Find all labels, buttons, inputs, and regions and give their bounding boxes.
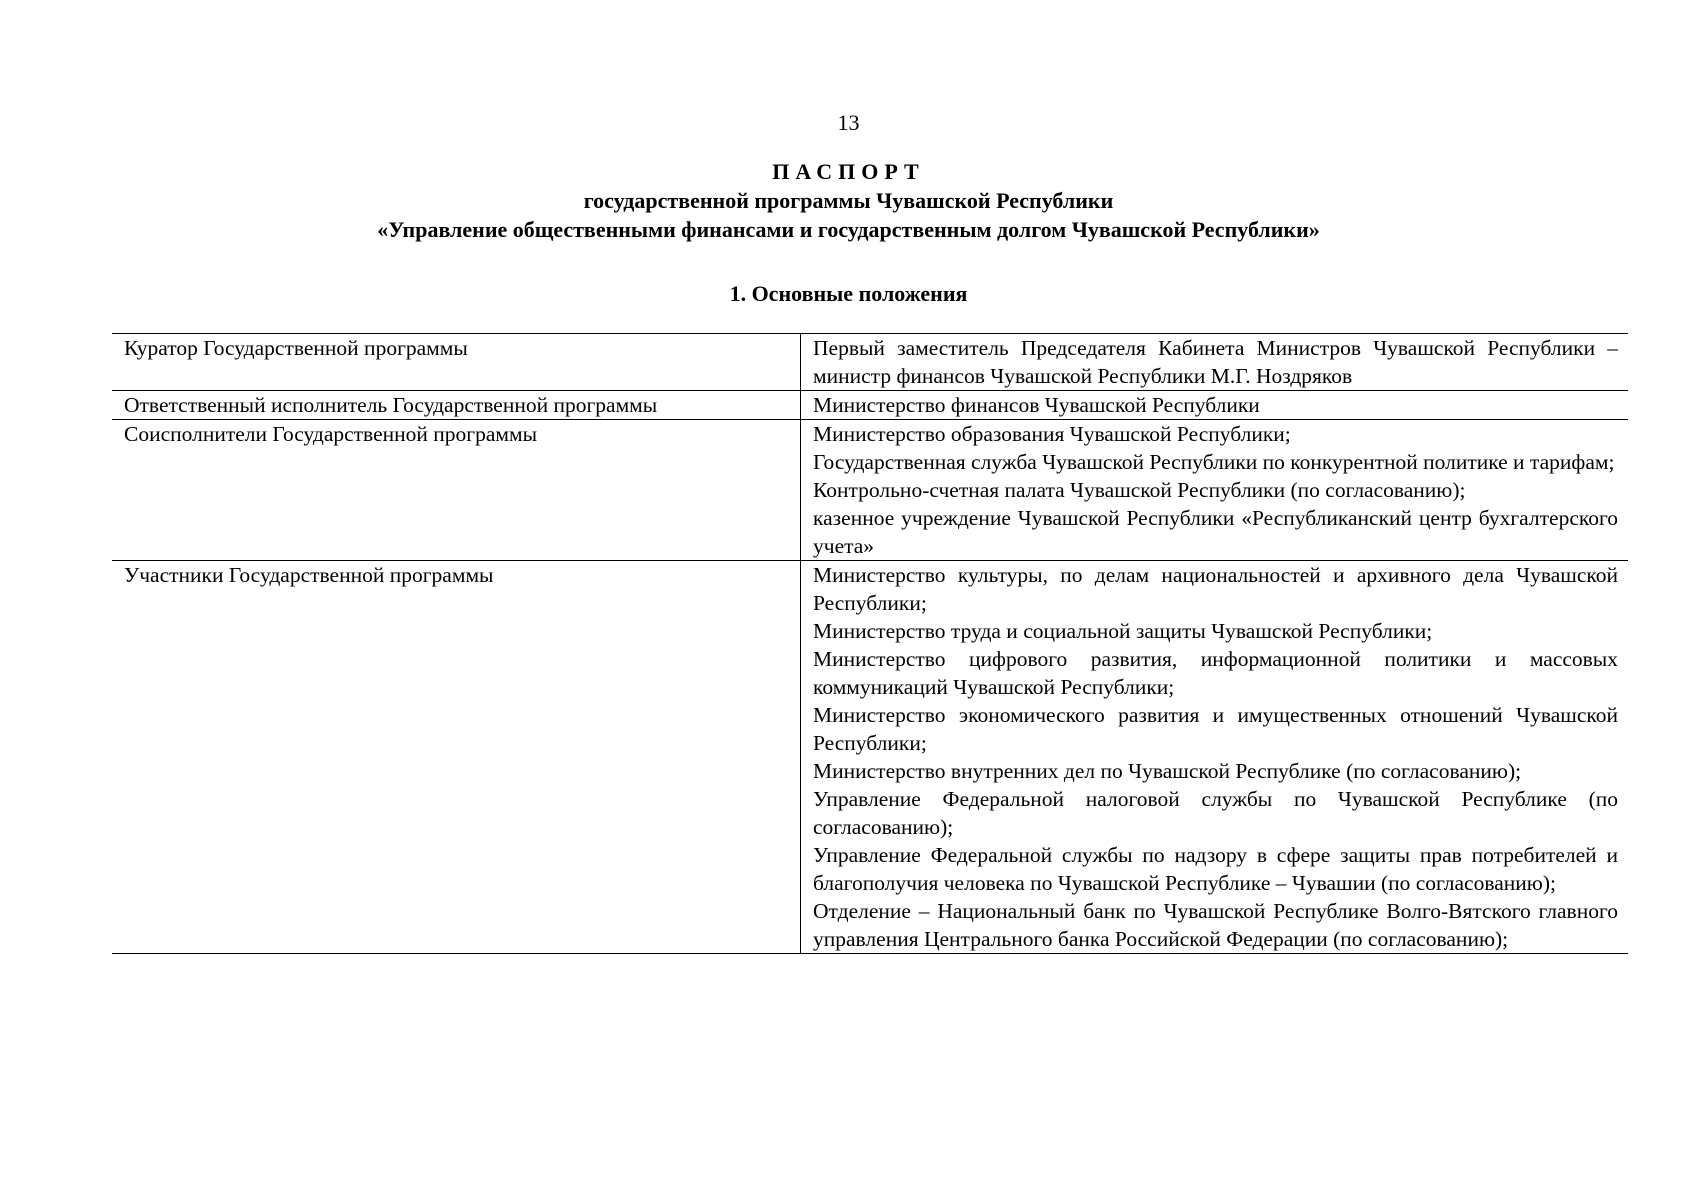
- table-row-curator: [112, 334, 1628, 391]
- value-line: Государственная служба Чувашской Республики по конкурентной политике и тарифам;: [813, 450, 1615, 474]
- document-subtitle-program: государственной программы Чувашской Республики: [583, 188, 1114, 213]
- value-line: Контрольно-счетная палата Чувашской Республики (по согласованию);: [813, 478, 1466, 502]
- value-line: Отделение – Национальный банк по Чувашской Республике Волго-Вятского главного управления Центрального банка Российской Федерации (по согласованию);: [813, 899, 1618, 951]
- page-number: 13: [837, 110, 860, 135]
- row-label: Ответственный исполнитель Государственной программы: [112, 391, 801, 420]
- table-row-co-executors: [112, 420, 1628, 561]
- row-label: Участники Государственной программы: [112, 561, 801, 954]
- row-label: Соисполнители Государственной программы: [112, 420, 801, 561]
- value-line: Министерство экономического развития и имущественных отношений Чувашской Республики;: [813, 703, 1618, 755]
- value-line: Управление Федеральной налоговой службы по Чувашской Республике (по согласованию);: [813, 787, 1618, 839]
- value-line: Министерство труда и социальной защиты Чувашской Республики;: [813, 619, 1433, 643]
- row-label: Куратор Государственной программы: [112, 334, 801, 391]
- value-line: Министерство образования Чувашской Республики;: [813, 422, 1291, 446]
- document-subtitle-name: «Управление общественными финансами и государственным долгом Чувашской Республики»: [377, 217, 1320, 242]
- value-line: Министерство финансов Чувашской Республики: [813, 393, 1260, 417]
- document-title: ПАСПОРТ: [772, 159, 925, 184]
- section-heading: 1. Основные положения: [729, 281, 968, 306]
- value-line: Управление Федеральной службы по надзору в сфере защиты прав потребителей и благополучия человека по Чувашской Республике – Чувашии (по согласованию);: [813, 843, 1618, 895]
- passport-table: [112, 333, 1628, 954]
- row-value: [801, 334, 1629, 391]
- row-value: [801, 561, 1629, 954]
- value-line: казенное учреждение Чувашской Республики «Республиканский центр бухгалтерского учета»: [813, 506, 1618, 558]
- value-line: Министерство внутренних дел по Чувашской Республике (по согласованию);: [813, 759, 1522, 783]
- value-line: Министерство культуры, по делам национальностей и архивного дела Чувашской Республики;: [813, 563, 1618, 615]
- value-line: Министерство цифрового развития, информационной политики и массовых коммуникаций Чувашской Республики;: [813, 647, 1618, 699]
- row-value: [801, 420, 1629, 561]
- row-value: [801, 391, 1629, 420]
- title-block: [0, 157, 1697, 244]
- value-line: Первый заместитель Председателя Кабинета Министров Чувашской Республики – министр финансов Чувашской Республики М.Г. Ноздряков: [813, 336, 1618, 388]
- table-row-participants: [112, 561, 1628, 954]
- table-row-responsible-executor: [112, 391, 1628, 420]
